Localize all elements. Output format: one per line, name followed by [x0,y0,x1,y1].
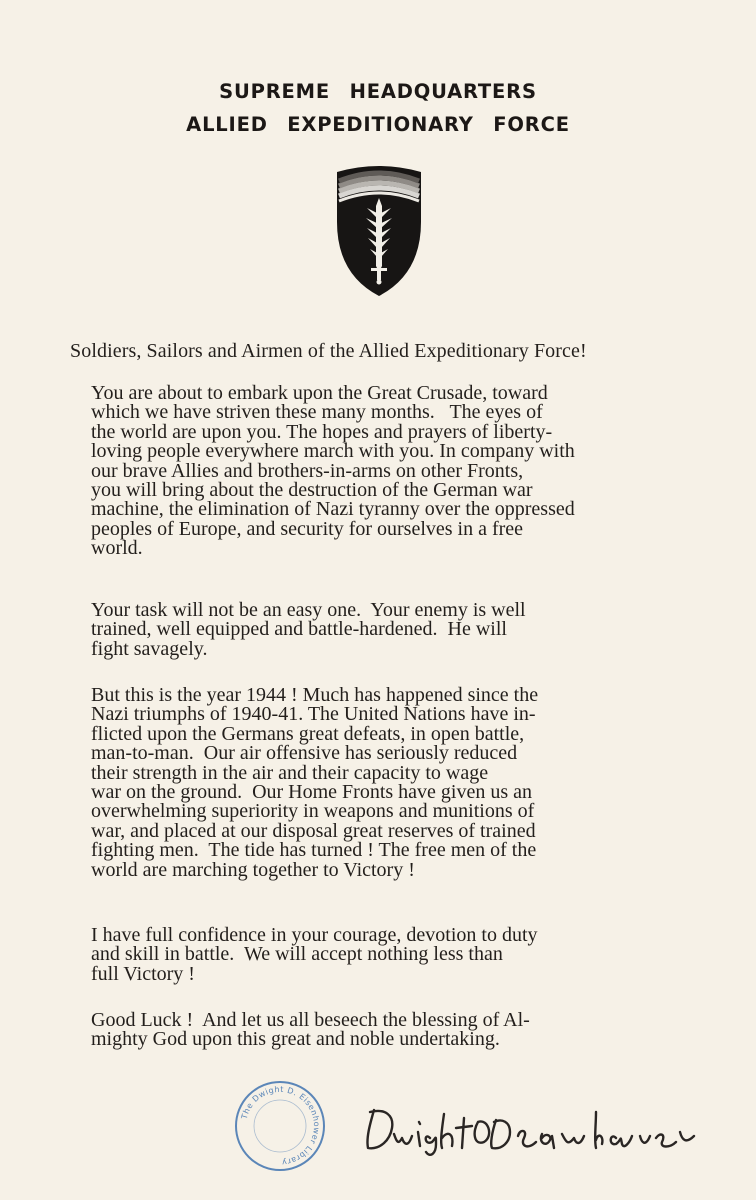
header-line-supreme-headquarters: SUPREME HEADQUARTERS [219,80,537,103]
signature-dwight-d-eisenhower [360,1092,700,1162]
library-stamp [232,1078,328,1174]
paragraph-confidence: I have full confidence in your courage, devotion to duty and skill in battle. We will accept nothing less than full Victory ! [91,924,538,985]
paragraph-great-crusade: You are about to embark upon the Great Crusade, toward which we have striven these many months. The eyes of the world are upon you. The hopes and prayers of liberty- loving people everywhere march with you. In company with our brave Allies and brothers-in-arms on other Fronts, you will bring about the destruction of the German war machine, the elimination of Nazi tyranny over the oppressed peoples of Europe, and security for ourselves in a free world. [91,382,575,560]
paragraph-task: Your task will not be an easy one. Your enemy is well trained, well equipped and battle-hardened. He will fight savagely. [91,599,526,660]
header-line-allied-expeditionary-force: ALLIED EXPEDITIONARY FORCE [186,113,570,136]
paragraph-year-1944: But this is the year 1944 ! Much has happened since the Nazi triumphs of 1940-41. The United Nations have in- flicted upon the Germans great defeats, in open battle, man-to-man. Our air offensive has seriously reduced their strength in the air and their capacity to wage war on the ground. Our Home Fronts have given us an overwhelming superiority in weapons and munitions of war, and placed at our disposal great reserves of trained fighting men. The tide has turned ! The free men of the world are marching together to Victory ! [91,684,539,881]
salutation: Soldiers, Sailors and Airmen of the Allied Expeditionary Force! [70,340,587,362]
paragraph-good-luck: Good Luck ! And let us all beseech the blessing of Al- mighty God upon this great and noble undertaking. [91,1009,530,1051]
shaef-shoulder-patch-icon [333,162,425,300]
svg-text:The Dwight D. Eisenhower Libra [239,1085,321,1167]
stamp-text: The Dwight D. Eisenhower Library [239,1084,322,1168]
